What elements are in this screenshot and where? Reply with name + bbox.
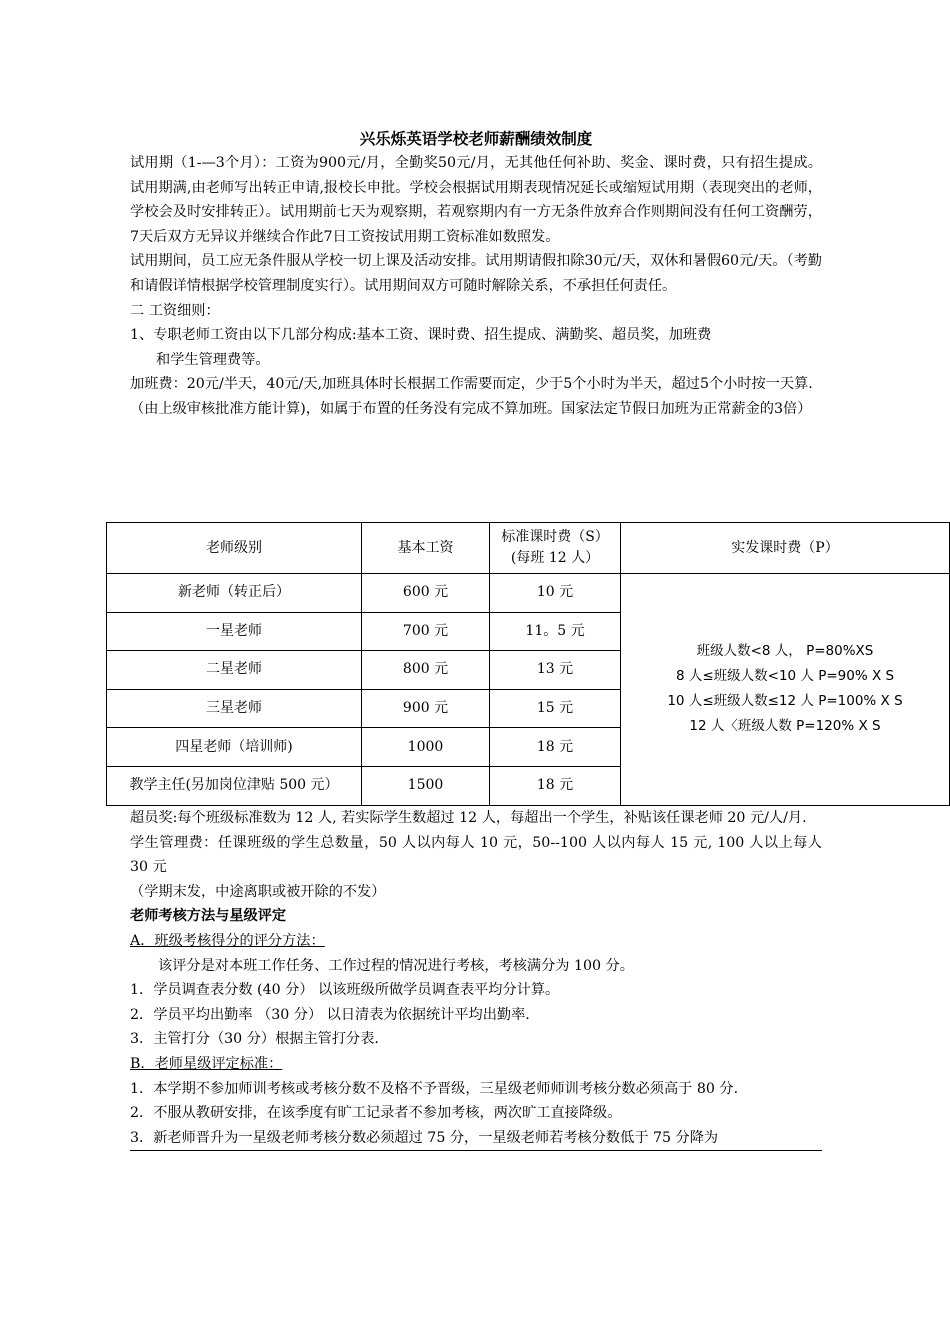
fee-rule: 10 人≤班级人数≤12 人 P=100% Ⅹ S: [667, 693, 903, 710]
header-level: 老师级别: [107, 523, 362, 574]
table-cell: 18 元: [490, 728, 621, 767]
table-cell: 1500: [362, 766, 490, 805]
table-cell: 11。5 元: [490, 612, 621, 651]
subheading-class-scoring: A．班级考核得分的评分方法：: [130, 932, 325, 949]
actual-fee-rules: [621, 574, 950, 806]
scoring-intro: 该评分是对本班工作任务、工作过程的情况进行考核，考核满分为 100 分。: [158, 957, 634, 974]
table-cell: 三星老师: [107, 689, 362, 728]
header-base-salary: 基本工资: [362, 523, 490, 574]
table-cell: 900 元: [362, 689, 490, 728]
rating-item-3: 3．新老师晋升为一星级老师考核分数必须超过 75 分，一星级老师若考核分数低于 75 分降为: [130, 1126, 822, 1152]
probation-paragraph: 试用期（1-—3个月）：工资为900元/月，全勤奖50元/月，无其他任何补助、奖金、课时费，只有招生提成。试用期满,由老师写出转正申请,报校长申批。学校会根据试用期表现情况延长或缩短试用期（表现突出的老师，学校会及时安排转正）。试用期前七天为观察期，若观察期内有一方无条件放弃合作则期间没有任何工资酬劳，7天后双方无异议并继续合作此7日工资按试用期工资标准如数照发。: [130, 155, 822, 245]
table-cell: 800 元: [362, 651, 490, 690]
table-cell: 新老师（转正后）: [107, 574, 362, 613]
section-heading-assessment: 老师考核方法与星级评定: [130, 908, 287, 925]
table-cell: 教学主任(另加岗位津贴 500 元）: [107, 766, 362, 805]
overtime-paragraph: 加班费：20元/半天，40元/天,加班具体时长根据工作需要而定，少于5个小时为半天，超过5个小时按一天算.: [130, 376, 813, 393]
rating-item-1: 1．本学期不参加师训考核或考核分数不及格不予晋级，三星级老师师训考核分数必须高于 80 分.: [130, 1080, 739, 1097]
fee-rule: 8 人≤班级人数<10 人 P=90% Ⅹ S: [675, 668, 895, 685]
rating-item-2: 2．不服从教研安排，在该季度有旷工记录者不参加考核，两次旷工直接降级。: [130, 1105, 622, 1122]
table-cell: 10 元: [490, 574, 621, 613]
table-cell: 18 元: [490, 766, 621, 805]
table-cell: 二星老师: [107, 651, 362, 690]
document-title: 兴乐烁英语学校老师薪酬绩效制度: [359, 129, 593, 148]
header-standard-fee: 标准课时费（S） (每班 12 人）: [490, 523, 621, 574]
document-body-continued: [130, 806, 822, 1151]
overstaff-bonus-paragraph: 超员奖:每个班级标准数为 12 人, 若实际学生数超过 12 人，每超出一个学生，补贴该任课老师 20 元/人/月.: [130, 810, 807, 826]
header-actual-fee: 实发课时费（P）: [621, 523, 950, 574]
scoring-item-3: 3．主管打分（30 分）根据主管打分表.: [130, 1031, 379, 1048]
salary-components-line1: 1、专职老师工资由以下几部分构成:基本工资、课时费、招生提成、满勤奖、超员奖，加班费: [130, 327, 712, 344]
overtime-note-paragraph: （由上级审核批准方能计算)，如属于布置的任务没有完成不算加班。国家法定节假日加班为正常薪金的3倍）: [130, 400, 812, 417]
table-cell: 15 元: [490, 689, 621, 728]
table-cell: 一星老师: [107, 612, 362, 651]
scoring-item-2: 2．学员平均出勤率 （30 分） 以日清表为依据统计平均出勤率.: [130, 1006, 530, 1023]
table-row: [107, 574, 950, 613]
scoring-item-1: 1．学员调查表分数 (40 分） 以该班级所做学员调查表平均分计算。: [130, 982, 560, 999]
table-cell: 1000: [362, 728, 490, 767]
table-cell: 600 元: [362, 574, 490, 613]
table-cell: 13 元: [490, 651, 621, 690]
fee-rule: 12 人〈班级人数 P=120% Ⅹ S: [689, 718, 881, 735]
table-header-row: [107, 523, 950, 574]
subheading-star-rating: B．老师星级评定标准：: [130, 1055, 283, 1072]
salary-table: [106, 522, 950, 806]
salary-components-line2: 和学生管理费等。: [156, 351, 270, 368]
probation-rules-paragraph: 试用期间，员工应无条件服从学校一切上课及活动安排。试用期请假扣除30元/天，双休和暑假60元/天。（考勤和请假详情根据学校管理制度实行）。试用期间双方可随时解除关系，不承担任何责任。: [130, 253, 822, 294]
section-heading-salary: 二 工资细则：: [130, 302, 220, 319]
management-fee-note: （学期末发，中途离职或被开除的不发）: [130, 883, 386, 900]
fee-rule: 班级人数<8 人， P=80%ⅩS: [696, 643, 874, 660]
table-cell: 四星老师（培训师): [107, 728, 362, 767]
table-cell: 700 元: [362, 612, 490, 651]
student-management-fee-paragraph: 学生管理费：任课班级的学生总数量，50 人以内每人 10 元，50--100 人以内每人 15 元, 100 人以上每人 30 元: [130, 834, 822, 876]
document-body: [130, 126, 822, 422]
